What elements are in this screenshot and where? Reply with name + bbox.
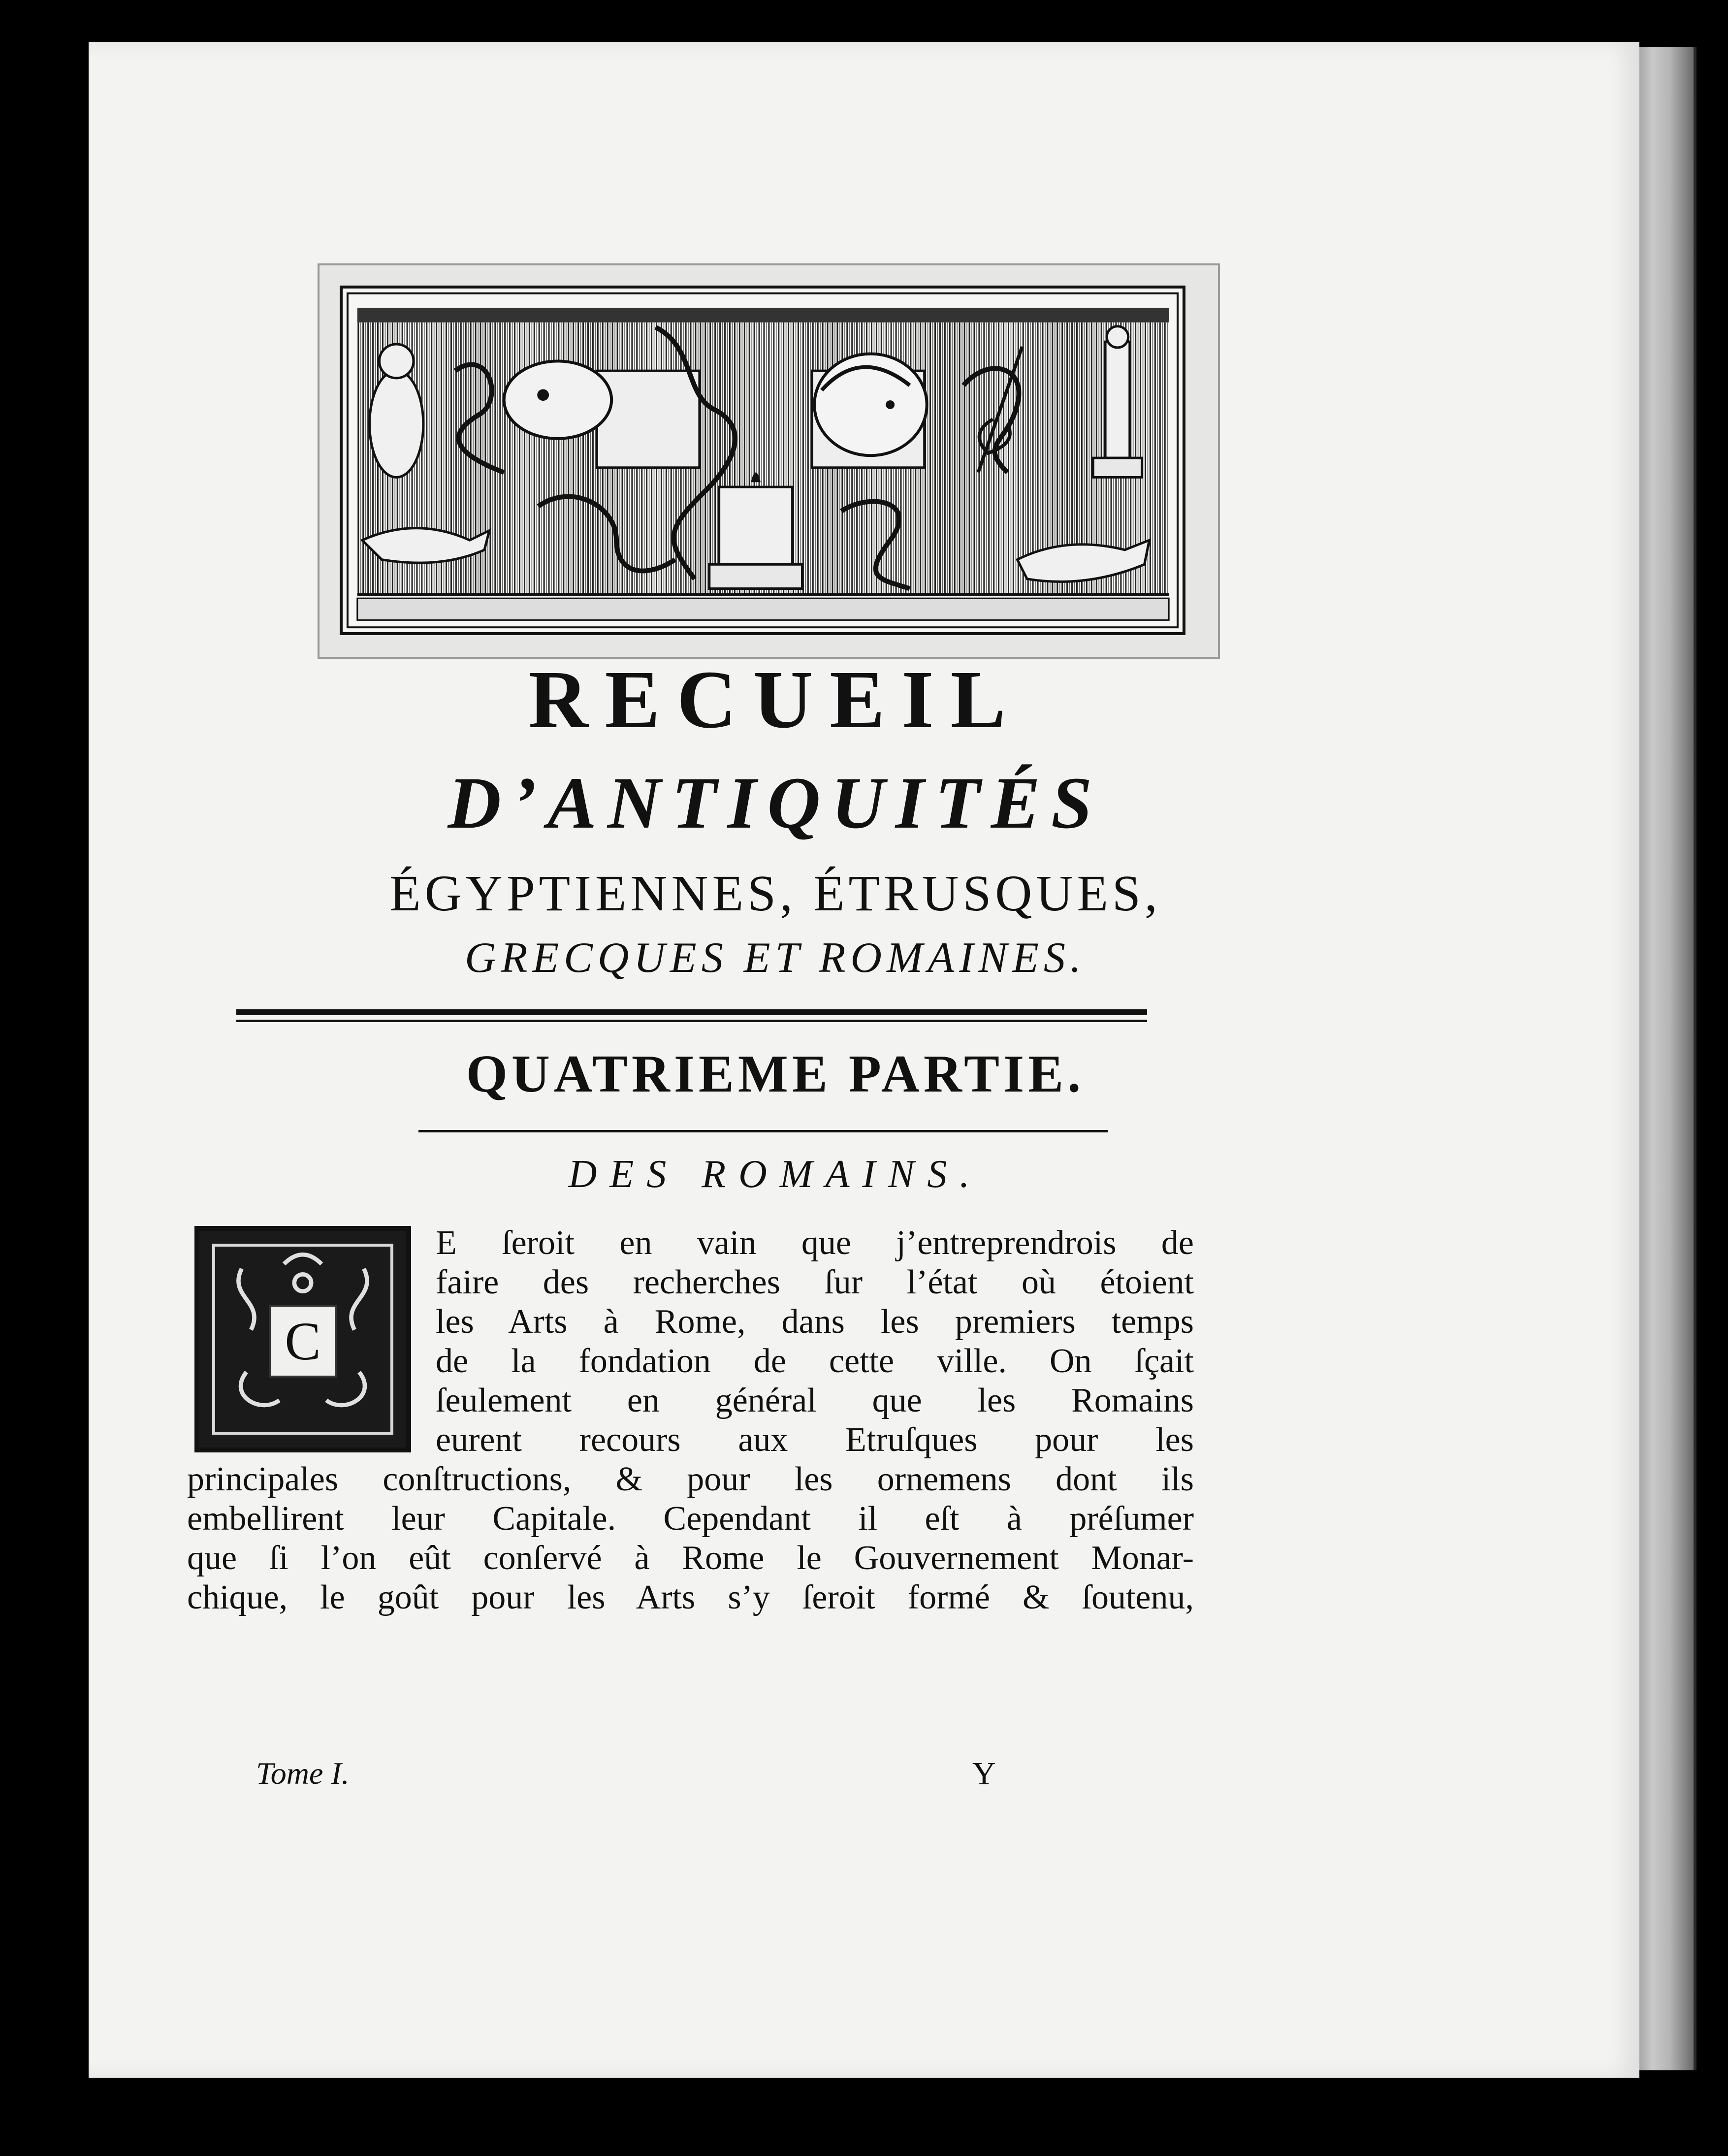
drop-cap-letter-box: [199, 1305, 406, 1378]
paragraph-line: E ſeroit en vain que j’entreprendrois de: [436, 1224, 1194, 1262]
frieze-engraving: [343, 289, 1183, 632]
single-rule-divider: [418, 1130, 1108, 1132]
paragraph-line: de la fondation de cette ville. On ſçait: [436, 1342, 1194, 1380]
engraved-frieze: [340, 286, 1185, 635]
drop-cap-letter: C: [269, 1305, 337, 1378]
title-line-2: D’ANTIQUITÉS: [448, 762, 1103, 844]
paragraph-line: eurent recours aux Etruſques pour les: [436, 1421, 1194, 1459]
paragraph-line: chique, le goût pour les Arts s’y ſeroit formé & ſoutenu,: [187, 1578, 1194, 1616]
double-rule-divider: [236, 1009, 1147, 1022]
left-panel: [597, 371, 700, 468]
part-heading: QUATRIEME PARTIE.: [466, 1045, 1085, 1103]
title-line-3: ÉGYPTIENNES, ÉTRUSQUES,: [389, 865, 1161, 922]
paragraph-line: les Arts à Rome, dans les premiers temps: [436, 1303, 1194, 1341]
paragraph-line: que ſi l’on eût conſervé à Rome le Gouvernement Monar-: [187, 1539, 1194, 1577]
altar-icon: [709, 473, 802, 589]
title-line-1: RECUEIL: [528, 654, 1023, 745]
mask-icon: [504, 361, 611, 438]
paragraph-line: faire des recherches ſur l’état où étoient: [436, 1263, 1194, 1301]
paragraph-line: principales conſtructions, & pour les ornemens dont ils: [187, 1460, 1194, 1498]
volume-footer: Tome I.: [256, 1756, 350, 1791]
title-line-4: GRECQUES ET ROMAINES.: [465, 934, 1086, 982]
paragraph-line: ſeulement en général que les Romains: [436, 1382, 1194, 1419]
book-edge: [1634, 47, 1696, 2070]
ornamental-drop-cap: [194, 1226, 411, 1452]
signature-mark: Y: [972, 1756, 996, 1792]
section-heading: DES ROMAINS.: [568, 1153, 983, 1196]
female-head-icon: [814, 354, 927, 455]
paragraph-line: embellirent leur Capitale. Cependant il eſt à préſumer: [187, 1500, 1194, 1538]
